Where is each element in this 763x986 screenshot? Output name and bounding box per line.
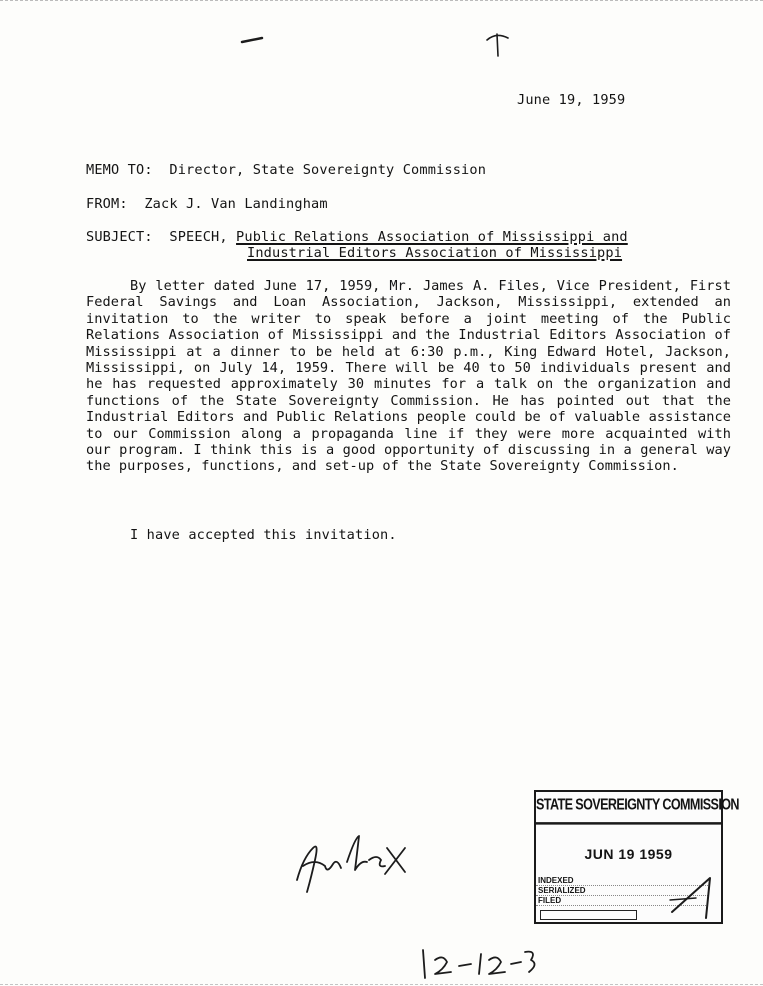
closing-paragraph: I have accepted this invitation. [130, 527, 397, 543]
stamp-date: JUN 19 1959 [584, 846, 673, 862]
stamp-row-serialized: SERIALIZED [536, 886, 708, 896]
handwritten-file-number [415, 942, 545, 984]
memo-body [86, 278, 731, 475]
memo-date: June 19, 1959 [517, 92, 626, 108]
subject-title-line-1: Public Relations Association of Mississippi and [236, 229, 628, 245]
subject-line-2 [247, 245, 622, 261]
scan-edge-bottom [0, 984, 763, 985]
stamp-initials [666, 868, 720, 922]
receipt-stamp [534, 790, 739, 924]
stamp-row-filed: FILED [536, 896, 708, 906]
from-line [86, 196, 328, 212]
subject-title-line-2: Industrial Editors Association of Mississippi [247, 245, 623, 261]
subject-prefix: SPEECH, [169, 229, 228, 245]
subject-line [86, 229, 628, 245]
body-paragraph: By letter dated June 17, 1959, Mr. James A. Files, Vice President, First Federal Savings and Loan Association, Jackson, Mississippi, extended an invitation to the writer to speak before a joint meeting of the Public Relations Association of Mississippi and the Industrial Editors Association of Mississippi at a dinner to be held at 6:30 p.m., King Edward Hotel, Jackson, Mississippi, on July 14, 1959. There will be 40 to 50 individuals present and he has requested approximately 30 minutes for a talk on the organization and functions of the State Sovereignty Commission. He has pointed out that the Industrial Editors and Public Relations people could be of valuable assistance to our Commission along a propaganda line if they were more acquainted with our program. I think this is a good opportunity of discussing in a general way the purposes, functions, and set-up of the State Sovereignty Commission. [86, 278, 731, 475]
memo-to-line [86, 162, 486, 178]
scan-edge-top [0, 0, 763, 1]
handwritten-index-annotation [285, 818, 425, 898]
scan-mark-cross [484, 26, 512, 58]
from-label: FROM: [86, 196, 128, 212]
stamp-box [540, 910, 637, 920]
from-value: Zack J. Van Landingham [144, 196, 328, 212]
stamp-row-indexed: INDEXED [536, 876, 708, 886]
memo-to-value: Director, State Sovereignty Commission [169, 162, 487, 178]
subject-label: SUBJECT: [86, 229, 153, 245]
scan-mark-dash [238, 34, 268, 48]
memo-to-label: MEMO TO: [86, 162, 153, 178]
stamp-title: STATE SOVEREIGNTY COMMISSION [536, 788, 721, 824]
